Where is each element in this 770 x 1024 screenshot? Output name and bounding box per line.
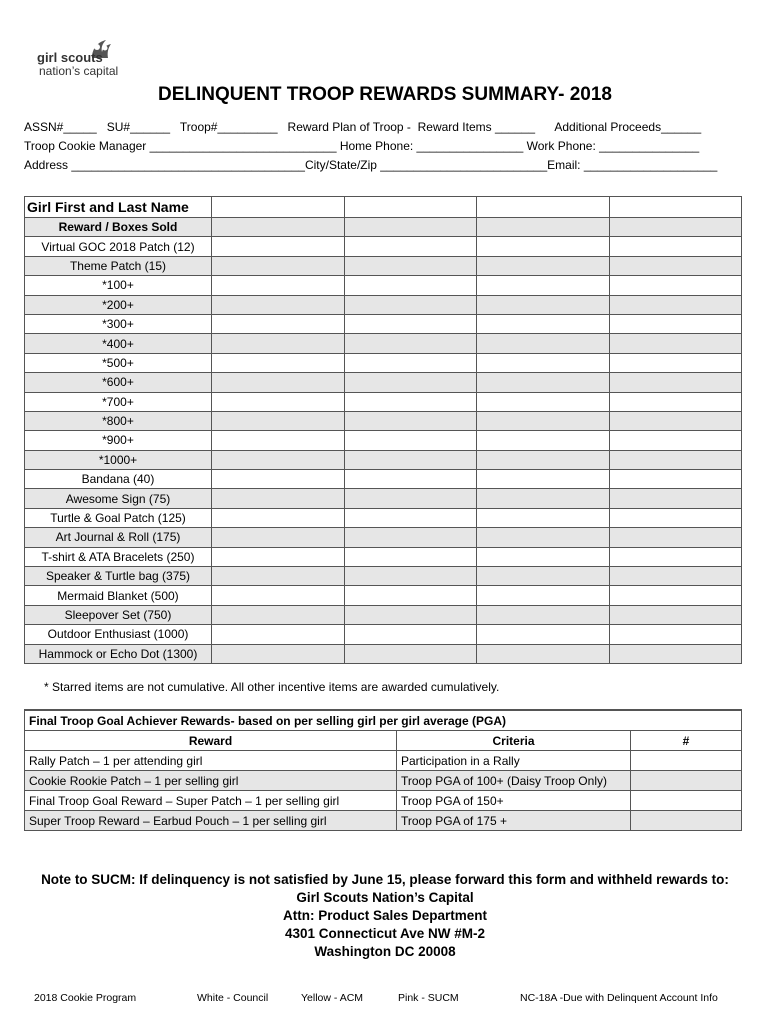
reward-label: *200+	[25, 295, 212, 314]
goal-count-cell[interactable]	[631, 771, 742, 791]
reward-label: Mermaid Blanket (500)	[25, 586, 212, 605]
entry-cell[interactable]	[609, 334, 742, 353]
reward-label: Turtle & Goal Patch (125)	[25, 508, 212, 527]
entry-cell[interactable]	[609, 353, 742, 372]
entry-cell[interactable]	[609, 586, 742, 605]
entry-cell[interactable]	[344, 547, 477, 566]
entry-cell[interactable]	[212, 528, 345, 547]
entry-cell[interactable]	[212, 276, 345, 295]
reward-label: Theme Patch (15)	[25, 256, 212, 275]
sucm-note-org: Girl Scouts Nation’s Capital	[296, 890, 474, 905]
entry-cell[interactable]	[344, 218, 477, 237]
logo-text-girl-scouts: girl scouts	[37, 50, 103, 65]
entry-cell[interactable]	[609, 567, 742, 586]
entry-cell[interactable]	[344, 392, 477, 411]
reward-label: *300+	[25, 314, 212, 333]
entry-cell[interactable]	[344, 373, 477, 392]
goal-count-cell[interactable]	[631, 791, 742, 811]
column-header-criteria: Criteria	[397, 731, 631, 751]
header-line-manager-phones[interactable]: Troop Cookie Manager ____________________________ Home Phone: ________________ Work Phone: _______________	[24, 139, 700, 153]
entry-cell[interactable]	[609, 411, 742, 430]
entry-cell[interactable]	[212, 489, 345, 508]
girl-name-cell[interactable]	[477, 197, 610, 218]
entry-cell[interactable]	[344, 605, 477, 624]
goal-table-title-row	[25, 710, 742, 731]
entry-cell[interactable]	[344, 334, 477, 353]
girl-name-header: Girl First and Last Name	[25, 197, 212, 218]
entry-cell[interactable]	[477, 256, 610, 275]
goal-criteria-cell: Participation in a Rally	[397, 751, 631, 771]
entry-cell[interactable]	[477, 528, 610, 547]
page-title: DELINQUENT TROOP REWARDS SUMMARY- 2018	[158, 84, 612, 105]
goal-row	[25, 811, 742, 831]
reward-row	[25, 411, 742, 430]
entry-cell[interactable]	[344, 314, 477, 333]
entry-cell[interactable]	[609, 295, 742, 314]
entry-cell[interactable]	[344, 256, 477, 275]
entry-cell[interactable]	[609, 508, 742, 527]
reward-row	[25, 392, 742, 411]
entry-cell[interactable]	[609, 276, 742, 295]
reward-label: Awesome Sign (75)	[25, 489, 212, 508]
entry-cell[interactable]	[477, 644, 610, 663]
entry-cell[interactable]	[609, 450, 742, 469]
reward-label: T-shirt & ATA Bracelets (250)	[25, 547, 212, 566]
reward-label: Sleepover Set (750)	[25, 605, 212, 624]
entry-cell[interactable]	[344, 237, 477, 256]
entry-cell[interactable]	[212, 334, 345, 353]
reward-label: Speaker & Turtle bag (375)	[25, 567, 212, 586]
entry-cell[interactable]	[212, 256, 345, 275]
sucm-note	[0, 871, 770, 961]
logo-text-nations-capital: nation’s capital	[39, 64, 119, 78]
reward-label: *900+	[25, 431, 212, 450]
entry-cell[interactable]	[477, 605, 610, 624]
entry-cell[interactable]	[344, 625, 477, 644]
goal-row	[25, 791, 742, 811]
reward-label: *400+	[25, 334, 212, 353]
goal-table-column-headers	[25, 731, 742, 751]
entry-cell[interactable]	[477, 295, 610, 314]
goal-row	[25, 771, 742, 791]
entry-cell[interactable]	[609, 392, 742, 411]
column-header-count: #	[631, 731, 742, 751]
goal-reward-cell: Super Troop Reward – Earbud Pouch – 1 per selling girl	[25, 811, 397, 831]
footer-program: 2018 Cookie Program	[34, 992, 137, 1004]
entry-cell[interactable]	[609, 431, 742, 450]
goal-reward-cell: Rally Patch – 1 per attending girl	[25, 751, 397, 771]
girl-name-cell[interactable]	[609, 197, 742, 218]
goal-achiever-table	[24, 709, 742, 831]
goal-table-title: Final Troop Goal Achiever Rewards- based on per selling girl per girl average (PGA)	[25, 710, 742, 731]
entry-cell[interactable]	[212, 470, 345, 489]
reward-label: Virtual GOC 2018 Patch (12)	[25, 237, 212, 256]
reward-row	[25, 431, 742, 450]
entry-cell[interactable]	[212, 644, 345, 663]
column-header-reward: Reward	[25, 731, 397, 751]
goal-row	[25, 751, 742, 771]
reward-label: *600+	[25, 373, 212, 392]
entry-cell[interactable]	[344, 586, 477, 605]
entry-cell[interactable]	[344, 567, 477, 586]
reward-row	[25, 528, 742, 547]
entry-cell[interactable]	[477, 392, 610, 411]
entry-cell[interactable]	[477, 276, 610, 295]
reward-row	[25, 644, 742, 663]
entry-cell[interactable]	[477, 411, 610, 430]
reward-label: Art Journal & Roll (175)	[25, 528, 212, 547]
entry-cell[interactable]	[344, 528, 477, 547]
entry-cell[interactable]	[477, 353, 610, 372]
footer-copy-pink: Pink - SUCM	[398, 992, 459, 1004]
reward-label: Bandana (40)	[25, 470, 212, 489]
entry-cell[interactable]	[212, 373, 345, 392]
reward-label: *500+	[25, 353, 212, 372]
reward-label: *800+	[25, 411, 212, 430]
goal-criteria-cell: Troop PGA of 150+	[397, 791, 631, 811]
entry-cell[interactable]	[344, 508, 477, 527]
entry-cell[interactable]	[477, 489, 610, 508]
entry-cell[interactable]	[609, 218, 742, 237]
header-line-troop-info[interactable]: ASSN#_____ SU#______ Troop#_________ Reward Plan of Troop - Reward Items ______ Additional Proceeds______	[24, 120, 702, 134]
entry-cell[interactable]	[212, 392, 345, 411]
entry-cell[interactable]	[477, 567, 610, 586]
entry-cell[interactable]	[609, 528, 742, 547]
entry-cell[interactable]	[344, 450, 477, 469]
entry-cell[interactable]	[477, 218, 610, 237]
entry-cell[interactable]	[477, 625, 610, 644]
reward-row	[25, 256, 742, 275]
entry-cell[interactable]	[609, 625, 742, 644]
reward-row	[25, 567, 742, 586]
entry-cell[interactable]	[609, 237, 742, 256]
reward-row	[25, 489, 742, 508]
entry-cell[interactable]	[212, 625, 345, 644]
entry-cell[interactable]	[212, 295, 345, 314]
reward-row	[25, 547, 742, 566]
reward-subheader-row	[25, 218, 742, 237]
reward-label: *100+	[25, 276, 212, 295]
entry-cell[interactable]	[344, 431, 477, 450]
entry-cell[interactable]	[212, 567, 345, 586]
entry-cell[interactable]	[212, 547, 345, 566]
entry-cell[interactable]	[212, 431, 345, 450]
reward-label: *1000+	[25, 450, 212, 469]
footer-form-id: NC-18A -Due with Delinquent Account Info	[520, 992, 718, 1004]
reward-label: Outdoor Enthusiast (1000)	[25, 625, 212, 644]
reward-row	[25, 334, 742, 353]
starred-items-note: * Starred items are not cumulative. All other incentive items are awarded cumulatively.	[44, 680, 500, 694]
entry-cell[interactable]	[477, 547, 610, 566]
goal-count-cell[interactable]	[631, 751, 742, 771]
goal-count-cell[interactable]	[631, 811, 742, 831]
entry-cell[interactable]	[609, 605, 742, 624]
girl-name-row	[25, 197, 742, 218]
reward-row	[25, 605, 742, 624]
entry-cell[interactable]	[344, 276, 477, 295]
entry-cell[interactable]	[212, 237, 345, 256]
entry-cell[interactable]	[609, 256, 742, 275]
girl-name-cell[interactable]	[344, 197, 477, 218]
header-line-address-email[interactable]: Address ___________________________________City/State/Zip _________________________Email: ____________________	[24, 158, 718, 172]
entry-cell[interactable]	[609, 489, 742, 508]
entry-cell[interactable]	[344, 489, 477, 508]
entry-cell[interactable]	[609, 314, 742, 333]
goal-reward-cell: Cookie Rookie Patch – 1 per selling girl	[25, 771, 397, 791]
entry-cell[interactable]	[609, 644, 742, 663]
entry-cell[interactable]	[344, 470, 477, 489]
girl-name-cell[interactable]	[212, 197, 345, 218]
reward-row	[25, 508, 742, 527]
entry-cell[interactable]	[212, 605, 345, 624]
sucm-note-street: 4301 Connecticut Ave NW #M-2	[284, 926, 486, 941]
reward-boxes-subheader: Reward / Boxes Sold	[25, 218, 212, 237]
goal-criteria-cell: Troop PGA of 100+ (Daisy Troop Only)	[397, 771, 631, 791]
reward-row	[25, 295, 742, 314]
reward-row	[25, 373, 742, 392]
reward-label: Hammock or Echo Dot (1300)	[25, 644, 212, 663]
sucm-note-attn: Attn: Product Sales Department	[282, 908, 488, 923]
entry-cell[interactable]	[212, 411, 345, 430]
reward-row	[25, 450, 742, 469]
reward-row	[25, 353, 742, 372]
goal-reward-cell: Final Troop Goal Reward – Super Patch – 1 per selling girl	[25, 791, 397, 811]
entry-cell[interactable]	[477, 334, 610, 353]
entry-cell[interactable]	[344, 295, 477, 314]
entry-cell[interactable]	[609, 470, 742, 489]
entry-cell[interactable]	[344, 644, 477, 663]
footer-copy-yellow: Yellow - ACM	[301, 992, 364, 1004]
entry-cell[interactable]	[477, 314, 610, 333]
entry-cell[interactable]	[212, 353, 345, 372]
entry-cell[interactable]	[477, 508, 610, 527]
sucm-note-city: Washington DC 20008	[314, 944, 456, 959]
reward-row	[25, 586, 742, 605]
footer-copy-white: White - Council	[197, 992, 269, 1004]
entry-cell[interactable]	[212, 314, 345, 333]
entry-cell[interactable]	[477, 431, 610, 450]
entry-cell[interactable]	[477, 450, 610, 469]
reward-label: *700+	[25, 392, 212, 411]
entry-cell[interactable]	[477, 237, 610, 256]
entry-cell[interactable]	[344, 353, 477, 372]
entry-cell[interactable]	[477, 586, 610, 605]
reward-row	[25, 470, 742, 489]
entry-cell[interactable]	[212, 450, 345, 469]
entry-cell[interactable]	[344, 411, 477, 430]
entry-cell[interactable]	[609, 373, 742, 392]
entry-cell[interactable]	[609, 547, 742, 566]
entry-cell[interactable]	[212, 508, 345, 527]
reward-row	[25, 625, 742, 644]
entry-cell[interactable]	[477, 470, 610, 489]
entry-cell[interactable]	[212, 218, 345, 237]
reward-row	[25, 237, 742, 256]
entry-cell[interactable]	[212, 586, 345, 605]
sucm-note-instruction: Note to SUCM: If delinquency is not satisfied by June 15, please forward this form and withheld rewards to:	[41, 872, 729, 887]
entry-cell[interactable]	[477, 373, 610, 392]
reward-row	[25, 276, 742, 295]
reward-row	[25, 314, 742, 333]
rewards-table	[24, 196, 742, 664]
goal-criteria-cell: Troop PGA of 175 +	[397, 811, 631, 831]
